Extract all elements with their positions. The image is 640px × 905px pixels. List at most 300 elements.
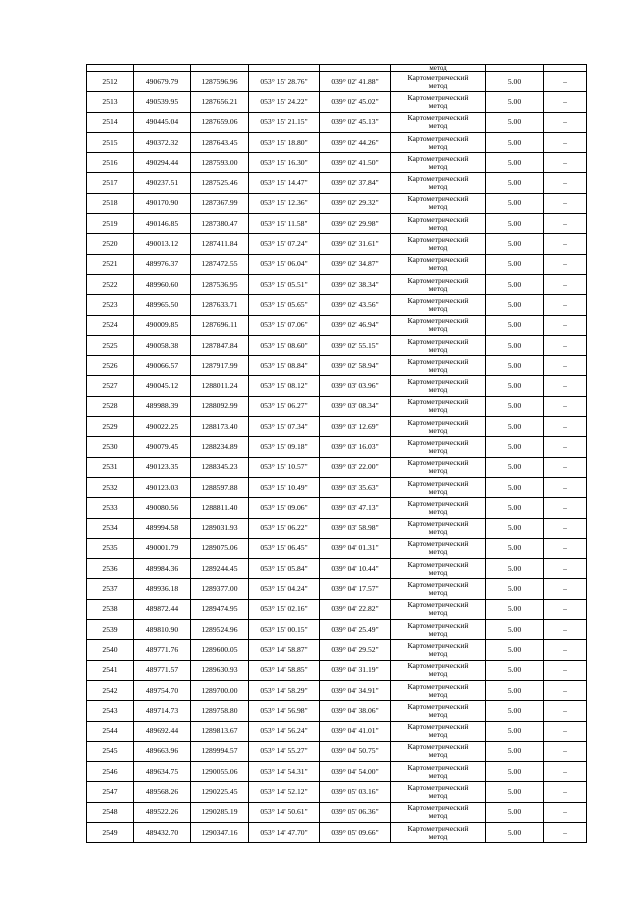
method-line1: Картометрический [407, 823, 469, 833]
table-row [87, 518, 587, 538]
cell-accuracy: 5.00 [486, 660, 544, 680]
cell-method [391, 822, 486, 842]
cell-lat: 053° 14' 56.98" [249, 701, 320, 721]
table-row [87, 620, 587, 640]
method-line1: Картометрический [407, 600, 469, 610]
cell-method [391, 457, 486, 477]
table-row [87, 701, 587, 721]
cell-lat: 053° 15' 06.45" [249, 538, 320, 558]
cell-x: 489965.50 [134, 295, 191, 315]
cell-method [391, 315, 486, 335]
cell-x: 489994.58 [134, 518, 191, 538]
cell-num: 2546 [87, 762, 134, 782]
cell-lat: 053° 15' 14.47" [249, 173, 320, 193]
cell-num: 2540 [87, 640, 134, 660]
cell-note: – [544, 782, 587, 802]
cell-lat: 053° 15' 08.12" [249, 376, 320, 396]
cell-accuracy: 5.00 [486, 315, 544, 335]
cell-y: 1287917.99 [191, 356, 249, 376]
cell-note: – [544, 762, 587, 782]
cell-method [391, 153, 486, 173]
cell-y: 1287696.11 [191, 315, 249, 335]
cell-y: 1287411.84 [191, 234, 249, 254]
cell-num: 2517 [87, 173, 134, 193]
method-line2: метод [428, 689, 448, 699]
cell-accuracy: 5.00 [486, 802, 544, 822]
cell-lat: 053° 15' 06.27" [249, 396, 320, 416]
cell-num: 2527 [87, 376, 134, 396]
cell-method [391, 274, 486, 294]
cell-num: 2532 [87, 477, 134, 497]
cell-y: 1287367.99 [191, 193, 249, 213]
table-row [87, 274, 587, 294]
cell-lon: 039° 04' 31.19" [320, 660, 391, 680]
method-line2: метод [428, 750, 448, 760]
cell-y: 1289700.00 [191, 680, 249, 700]
method-line1: Картометрический [407, 235, 469, 245]
cell-x: 490001.79 [134, 538, 191, 558]
cell-x: 490539.95 [134, 92, 191, 112]
cell-x: 490679.79 [134, 72, 191, 92]
cell-lon: 039° 02' 45.13" [320, 112, 391, 132]
cell-lon: 039° 03' 16.03" [320, 437, 391, 457]
cell-x: 490237.51 [134, 173, 191, 193]
cell-y: 1288234.89 [191, 437, 249, 457]
cell-x: 489714.73 [134, 701, 191, 721]
cell-num: 2513 [87, 92, 134, 112]
cell-lon: 039° 03' 35.63" [320, 477, 391, 497]
method-line1: Картометрический [407, 722, 469, 732]
cell-y: 1288811.40 [191, 498, 249, 518]
cell-method [391, 498, 486, 518]
cell-note: – [544, 214, 587, 234]
cell-lat: 053° 15' 16.30" [249, 153, 320, 173]
cell-lat: 053° 14' 58.85" [249, 660, 320, 680]
cell-lon: 039° 02' 29.98" [320, 214, 391, 234]
cell-lat: 053° 15' 05.84" [249, 559, 320, 579]
method-line2: метод [428, 770, 448, 780]
cell-num [87, 65, 134, 72]
cell-y: 1289377.00 [191, 579, 249, 599]
cell-num: 2537 [87, 579, 134, 599]
cell-y: 1287847.84 [191, 335, 249, 355]
method-line1: Картометрический [407, 397, 469, 407]
cell-x: 489568.26 [134, 782, 191, 802]
cell-x [134, 65, 191, 72]
cell-lat: 053° 15' 04.24" [249, 579, 320, 599]
cell-lon: 039° 04' 38.06" [320, 701, 391, 721]
method-line2: метод [428, 364, 448, 374]
method-line2: метод [428, 80, 448, 90]
table-row [87, 376, 587, 396]
cell-lat: 053° 15' 08.60" [249, 335, 320, 355]
cell-lat: 053° 15' 09.06" [249, 498, 320, 518]
cell-method [391, 72, 486, 92]
cell-note: – [544, 417, 587, 437]
table-row [87, 538, 587, 558]
cell-accuracy: 5.00 [486, 173, 544, 193]
method-line1: Картометрический [407, 153, 469, 163]
cell-lon: 039° 04' 10.44" [320, 559, 391, 579]
cell-accuracy: 5.00 [486, 599, 544, 619]
cell-note: – [544, 660, 587, 680]
cell-lon: 039° 03' 12.69" [320, 417, 391, 437]
table-row [87, 254, 587, 274]
cell-num: 2518 [87, 193, 134, 213]
cell-note: – [544, 376, 587, 396]
method-line1: Картометрический [407, 194, 469, 204]
cell-num: 2548 [87, 802, 134, 822]
cell-accuracy: 5.00 [486, 538, 544, 558]
cell-y: 1288597.88 [191, 477, 249, 497]
cell-note: – [544, 173, 587, 193]
cell-num: 2542 [87, 680, 134, 700]
cell-num: 2519 [87, 214, 134, 234]
table-row [87, 437, 587, 457]
cell-x: 489988.39 [134, 396, 191, 416]
cell-y: 1289524.96 [191, 620, 249, 640]
cell-y: 1287643.45 [191, 132, 249, 152]
cell-method [391, 112, 486, 132]
method-line2: метод [428, 283, 448, 293]
cell-note: – [544, 802, 587, 822]
method-line1: Картометрический [407, 174, 469, 184]
cell-lon: 039° 02' 37.84" [320, 173, 391, 193]
cell-method [391, 132, 486, 152]
cell-accuracy: 5.00 [486, 822, 544, 842]
method-line2: метод [428, 324, 448, 334]
cell-method [391, 741, 486, 761]
cell-y: 1287472.55 [191, 254, 249, 274]
cell-lon: 039° 03' 58.98" [320, 518, 391, 538]
cell-lat: 053° 15' 12.36" [249, 193, 320, 213]
cell-note: – [544, 335, 587, 355]
cell-note: – [544, 234, 587, 254]
method-line1: Картометрический [407, 255, 469, 265]
table-row [87, 396, 587, 416]
table-row [87, 132, 587, 152]
cell-lat: 053° 14' 56.24" [249, 721, 320, 741]
cell-accuracy: 5.00 [486, 417, 544, 437]
cell-method [391, 173, 486, 193]
method-line2: метод [428, 425, 448, 435]
cell-lat: 053° 14' 58.29" [249, 680, 320, 700]
cell-num: 2523 [87, 295, 134, 315]
method-line2: метод [428, 547, 448, 557]
table-row [87, 173, 587, 193]
method-line2: метод [428, 730, 448, 740]
cell-accuracy: 5.00 [486, 376, 544, 396]
table-row [87, 599, 587, 619]
cell-note: – [544, 153, 587, 173]
method-line1: Картометрический [407, 539, 469, 549]
method-line1: Картометрический [407, 72, 469, 82]
cell-y: 1287536.95 [191, 274, 249, 294]
cell-num: 2525 [87, 335, 134, 355]
cell-lat: 053° 15' 11.58" [249, 214, 320, 234]
cell-x: 489872.44 [134, 599, 191, 619]
table-row [87, 559, 587, 579]
cell-method [391, 721, 486, 741]
cell-accuracy: 5.00 [486, 72, 544, 92]
cell-y: 1288345.23 [191, 457, 249, 477]
cell-method [391, 701, 486, 721]
method-line1: Картометрический [407, 783, 469, 793]
method-line2: метод [428, 608, 448, 618]
method-line1: Картометрический [407, 113, 469, 123]
cell-accuracy: 5.00 [486, 518, 544, 538]
cell-x: 489976.37 [134, 254, 191, 274]
cell-method [391, 559, 486, 579]
method-line2: метод [428, 811, 448, 821]
cell-lat: 053° 14' 55.27" [249, 741, 320, 761]
method-line2: метод [428, 222, 448, 232]
method-line1: Картометрический [407, 437, 469, 447]
cell-y: 1290055.06 [191, 762, 249, 782]
cell-note: – [544, 193, 587, 213]
cell-lon: 039° 02' 43.56" [320, 295, 391, 315]
cell-num: 2549 [87, 822, 134, 842]
cell-note: – [544, 477, 587, 497]
method-line1: Картометрический [407, 762, 469, 772]
cell-note: – [544, 356, 587, 376]
method-line2: метод [428, 567, 448, 577]
table-row [87, 193, 587, 213]
method-line1: Картометрический [407, 458, 469, 468]
table-row [87, 721, 587, 741]
table-row [87, 762, 587, 782]
cell-y: 1287633.71 [191, 295, 249, 315]
cell-num: 2528 [87, 396, 134, 416]
cell-lon: 039° 04' 29.52" [320, 640, 391, 660]
cell-y: 1287659.06 [191, 112, 249, 132]
cell-y: 1289031.93 [191, 518, 249, 538]
cell-lon: 039° 05' 03.16" [320, 782, 391, 802]
cell-x: 489984.36 [134, 559, 191, 579]
cell-note: – [544, 132, 587, 152]
table-row [87, 214, 587, 234]
cell-num: 2543 [87, 701, 134, 721]
cell-lon: 039° 03' 08.34" [320, 396, 391, 416]
table-row [87, 498, 587, 518]
method-line1: Картометрический [407, 336, 469, 346]
cell-note: – [544, 721, 587, 741]
method-line1: Картометрический [407, 214, 469, 224]
cell-x: 490022.25 [134, 417, 191, 437]
cell-y: 1287380.47 [191, 214, 249, 234]
cell-x: 490009.85 [134, 315, 191, 335]
cell-y: 1289758.80 [191, 701, 249, 721]
method-line2: метод [428, 466, 448, 476]
cell-note [544, 65, 587, 72]
cell-num: 2512 [87, 72, 134, 92]
method-line1: Картометрический [407, 377, 469, 387]
cell-method [391, 538, 486, 558]
cell-lat: 053° 15' 07.06" [249, 315, 320, 335]
cell-note: – [544, 538, 587, 558]
method-line2: метод [428, 182, 448, 192]
cell-method [391, 579, 486, 599]
cell-accuracy: 5.00 [486, 640, 544, 660]
cell-num: 2514 [87, 112, 134, 132]
method-line1: Картометрический [407, 275, 469, 285]
method-line2: метод [428, 263, 448, 273]
cell-lon: 039° 02' 31.61" [320, 234, 391, 254]
cell-lon: 039° 03' 22.00" [320, 457, 391, 477]
cell-note: – [544, 274, 587, 294]
cell-note: – [544, 620, 587, 640]
cell-num: 2541 [87, 660, 134, 680]
cell-method [391, 193, 486, 213]
cell-x: 489771.57 [134, 660, 191, 680]
cell-note: – [544, 741, 587, 761]
cell-lon: 039° 02' 45.02" [320, 92, 391, 112]
cell-accuracy: 5.00 [486, 741, 544, 761]
cell-accuracy [486, 65, 544, 72]
table-row [87, 112, 587, 132]
cell-method [391, 762, 486, 782]
table-row [87, 782, 587, 802]
cell-method [391, 599, 486, 619]
cell-num: 2529 [87, 417, 134, 437]
cell-accuracy: 5.00 [486, 193, 544, 213]
cell-lon: 039° 04' 34.91" [320, 680, 391, 700]
cell-note: – [544, 457, 587, 477]
method-line1: Картометрический [407, 316, 469, 326]
cell-note: – [544, 822, 587, 842]
cell-y: 1290285.19 [191, 802, 249, 822]
table-row [87, 660, 587, 680]
cell-x: 490058.38 [134, 335, 191, 355]
cell-lat: 053° 15' 07.24" [249, 234, 320, 254]
cell-lon: 039° 05' 06.36" [320, 802, 391, 822]
cell-lon: 039° 04' 22.82" [320, 599, 391, 619]
cell-note: – [544, 112, 587, 132]
cell-x: 489432.70 [134, 822, 191, 842]
method-line2: метод [428, 161, 448, 171]
cell-method [391, 640, 486, 660]
cell-method [391, 254, 486, 274]
cell-x: 490372.32 [134, 132, 191, 152]
cell-num: 2515 [87, 132, 134, 152]
cell-num: 2533 [87, 498, 134, 518]
cell-note: – [544, 295, 587, 315]
cell-y: 1290225.45 [191, 782, 249, 802]
cell-x: 489634.75 [134, 762, 191, 782]
cell-accuracy: 5.00 [486, 559, 544, 579]
cell-method [391, 782, 486, 802]
cell-lon: 039° 04' 50.75" [320, 741, 391, 761]
method-line1: Картометрический [407, 681, 469, 691]
method-line1: Картометрический [407, 640, 469, 650]
method-line2: метод [428, 628, 448, 638]
cell-note: – [544, 437, 587, 457]
cell-num: 2526 [87, 356, 134, 376]
method-line2: метод [428, 100, 448, 110]
cell-x: 489522.26 [134, 802, 191, 822]
cell-accuracy: 5.00 [486, 498, 544, 518]
cell-note: – [544, 599, 587, 619]
cell-y: 1289600.05 [191, 640, 249, 660]
table-row [87, 315, 587, 335]
cell-y: 1289474.95 [191, 599, 249, 619]
cell-accuracy: 5.00 [486, 234, 544, 254]
cell-lat: 053° 15' 07.34" [249, 417, 320, 437]
table-row [87, 72, 587, 92]
method-line2: метод [428, 405, 448, 415]
cell-lon: 039° 02' 58.94" [320, 356, 391, 376]
method-line2: метод [428, 141, 448, 151]
method-line1: Картометрический [407, 295, 469, 305]
cell-x: 489692.44 [134, 721, 191, 741]
cell-method [391, 396, 486, 416]
cell-x: 489663.96 [134, 741, 191, 761]
cell-x: 489936.18 [134, 579, 191, 599]
cell-note: – [544, 315, 587, 335]
cell-num: 2536 [87, 559, 134, 579]
cell-lon: 039° 02' 29.32" [320, 193, 391, 213]
cell-accuracy: 5.00 [486, 701, 544, 721]
method-line2: метод [428, 506, 448, 516]
cell-lon: 039° 02' 44.26" [320, 132, 391, 152]
cell-lon: 039° 05' 09.66" [320, 822, 391, 842]
cell-note: – [544, 559, 587, 579]
cell-lat: 053° 14' 50.61" [249, 802, 320, 822]
method-line1: Картометрический [407, 580, 469, 590]
cell-x: 490066.57 [134, 356, 191, 376]
cell-accuracy: 5.00 [486, 132, 544, 152]
cell-accuracy: 5.00 [486, 112, 544, 132]
method-line2: метод [428, 445, 448, 455]
method-line1: Картометрический [407, 356, 469, 366]
cell-x: 490294.44 [134, 153, 191, 173]
table-row [87, 356, 587, 376]
cell-accuracy: 5.00 [486, 214, 544, 234]
method-line2: метод [428, 669, 448, 679]
cell-y: 1287596.96 [191, 72, 249, 92]
table-row [87, 153, 587, 173]
cell-accuracy: 5.00 [486, 295, 544, 315]
cell-lon: 039° 04' 54.00" [320, 762, 391, 782]
table-row-partial [87, 65, 587, 72]
cell-lat: 053° 15' 18.80" [249, 132, 320, 152]
table-row [87, 295, 587, 315]
cell-lat: 053° 14' 52.12" [249, 782, 320, 802]
cell-x: 489754.70 [134, 680, 191, 700]
method-line2: метод [428, 709, 448, 719]
table-row [87, 234, 587, 254]
cell-num: 2516 [87, 153, 134, 173]
cell-accuracy: 5.00 [486, 356, 544, 376]
cell-x: 490170.90 [134, 193, 191, 213]
cell-accuracy: 5.00 [486, 782, 544, 802]
cell-lon: 039° 02' 41.50" [320, 153, 391, 173]
cell-note: – [544, 579, 587, 599]
method-line1: Картометрический [407, 620, 469, 630]
cell-lon: 039° 03' 03.96" [320, 376, 391, 396]
cell-accuracy: 5.00 [486, 153, 544, 173]
cell-x: 490123.03 [134, 477, 191, 497]
cell-accuracy: 5.00 [486, 457, 544, 477]
cell-accuracy: 5.00 [486, 274, 544, 294]
cell-num: 2538 [87, 599, 134, 619]
cell-method [391, 660, 486, 680]
table-row [87, 680, 587, 700]
cell-y [191, 65, 249, 72]
table-row [87, 417, 587, 437]
method-line2: метод [428, 486, 448, 496]
cell-num: 2524 [87, 315, 134, 335]
